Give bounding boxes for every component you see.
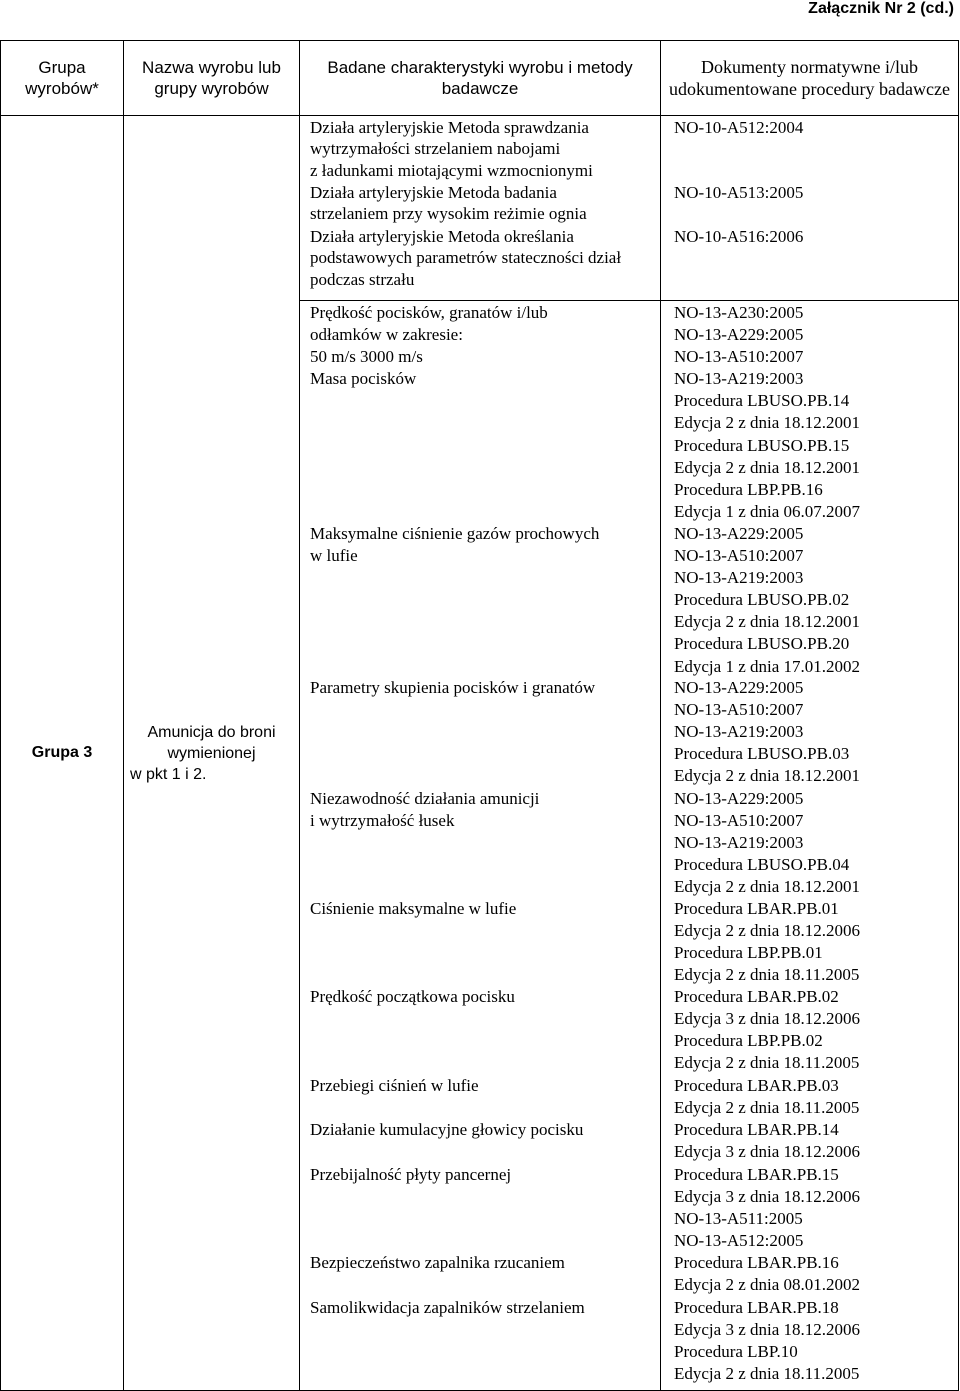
header-product: Nazwa wyrobu lub grupy wyrobów [124,41,300,116]
text-line: Edycja 2 z dnia 18.12.2006 [674,921,861,941]
text-line: Procedura LBAR.PB.18 [674,1298,839,1317]
document-item [674,986,954,1074]
text-line: Procedura LBAR.PB.16 [674,1253,839,1272]
text-line: podczas strzału [310,269,415,289]
text-line: Procedura LBP.PB.02 [674,1031,823,1051]
text-line: NO-13-A229:2005 [674,789,804,808]
characteristic-item [310,226,654,290]
text-line: Działa artyleryjskie Metoda określania [310,227,574,246]
text-line: Procedura LBAR.PB.14 [674,1120,839,1139]
text-line: Edycja 2 z dnia 08.01.2002 [674,1275,861,1295]
text-line: podstawowych parametrów stateczności dział [310,248,622,268]
text-line: Edycja 2 z dnia 18.12.2001 [674,612,861,632]
text-line: Procedura LBUSO.PB.03 [674,744,850,764]
text-line: NO-13-A510:2007 [674,347,804,367]
document-item [674,302,954,523]
header-characteristics: Badane charakterystyki wyrobu i metody badawcze [300,41,661,116]
text-line: NO-13-A230:2005 [674,303,804,322]
text-line: w lufie [310,546,358,566]
text-line: NO-13-A229:2005 [674,325,804,345]
text-line: Procedura LBUSO.PB.14 [674,391,850,411]
text-line: Procedura LBUSO.PB.15 [674,435,850,455]
documents-top-cell [661,116,959,301]
text-line: Procedura LBP.PB.01 [674,943,823,963]
text-line: strzelaniem przy wysokim reżimie ognia [310,204,587,224]
text-line: NO-13-A229:2005 [674,678,804,697]
text-line: wytrzymałości strzelaniem nabojami [310,139,561,159]
text-line: Bezpieczeństwo zapalnika rzucaniem [310,1253,565,1272]
text-line: odłamków w zakresie: [310,325,463,345]
characteristic-item [310,986,654,1008]
characteristic-item [310,302,654,390]
text-line: 50 m/s 3000 m/s [310,347,423,367]
text-line: NO-13-A511:2005 [674,1209,803,1229]
document-item [674,117,803,138]
characteristic-item [310,1164,654,1186]
text-line: NO-10-A513:2005 [674,183,804,202]
document-item [674,1297,954,1385]
document-item [674,1075,954,1119]
characteristic-item [310,1119,654,1141]
characteristic-item [310,117,654,181]
text-line: NO-13-A510:2007 [674,811,804,831]
text-line: Niezawodność działania amunicji [310,789,540,808]
text-line: NO-13-A512:2005 [674,1231,804,1251]
characteristics-bottom-cell [300,301,661,1391]
text-line: Prędkość pocisków, granatów i/lub [310,303,548,322]
text-line: Samolikwidacja zapalników strzelaniem [310,1298,585,1317]
text-line: Procedura LBAR.PB.15 [674,1165,839,1184]
text-line: Procedura LBAR.PB.01 [674,899,839,918]
text-line: Procedura LBUSO.PB.04 [674,855,850,875]
text-line: Edycja 3 z dnia 18.12.2006 [674,1320,861,1340]
documents-bottom-cell [661,301,959,1391]
text-line: Edycja 2 z dnia 18.11.2005 [674,1053,860,1073]
header-group: Grupa wyrobów* [1,41,124,116]
document-item [674,1252,954,1296]
text-line: Prędkość początkowa pocisku [310,987,515,1006]
text-line: Edycja 1 z dnia 06.07.2007 [674,501,861,521]
text-line: Maksymalne ciśnienie gazów prochowych [310,524,600,543]
document-item [674,677,954,787]
document-item [674,898,954,986]
product-line: Amunicja do broni [147,723,276,741]
text-line: Edycja 2 z dnia 18.12.2001 [674,457,861,477]
text-line: Edycja 2 z dnia 18.12.2001 [674,413,861,433]
text-line: Procedura LBP.PB.16 [674,479,823,499]
document-item [674,788,954,898]
text-line: Edycja 3 z dnia 18.12.2006 [674,1009,861,1029]
characteristic-item [310,182,654,225]
text-line: z ładunkami miotającymi wzmocnionymi [310,160,593,180]
text-line: Edycja 2 z dnia 18.12.2001 [674,877,861,897]
text-line: Masa pocisków [310,369,417,389]
attachment-note: Załącznik Nr 2 (cd.) [808,0,954,17]
text-line: Parametry skupienia pocisków i granatów [310,678,596,697]
characteristic-item [310,1297,654,1319]
text-line: Edycja 3 z dnia 18.12.2006 [674,1187,861,1207]
group-cell: Grupa 3 [1,116,124,1391]
product-cell [124,116,300,1391]
product-line: w pkt 1 i 2. [130,765,207,783]
text-line: NO-13-A219:2003 [674,369,804,389]
text-line: Edycja 1 z dnia 17.01.2002 [674,656,861,676]
document-item [674,182,803,203]
text-line: NO-13-A219:2003 [674,722,804,742]
text-line: Edycja 2 z dnia 18.11.2005 [674,1364,860,1384]
text-line: Ciśnienie maksymalne w lufie [310,899,517,918]
text-line: i wytrzymałość łusek [310,811,455,831]
characteristic-item [310,1075,654,1097]
text-line: Procedura LBAR.PB.03 [674,1076,839,1095]
characteristic-item [310,1252,654,1274]
text-line: Działa artyleryjskie Metoda badania [310,183,557,202]
table-row [1,116,959,301]
table-header-row [1,41,959,116]
text-line: Edycja 2 z dnia 18.11.2005 [674,965,860,985]
document-item [674,1164,954,1252]
characteristic-item [310,677,654,699]
text-line: Działanie kumulacyjne głowicy pocisku [310,1120,584,1139]
certification-scope-table [0,40,959,1391]
text-line: Procedura LBP.10 [674,1342,798,1362]
text-line: Edycja 3 z dnia 18.12.2006 [674,1142,861,1162]
text-line: NO-13-A219:2003 [674,833,804,853]
text-line: Procedura LBUSO.PB.20 [674,634,850,654]
text-line: Edycja 2 z dnia 18.11.2005 [674,1098,860,1118]
text-line: NO-13-A219:2003 [674,568,804,588]
characteristic-item [310,898,654,920]
header-documents: Dokumenty normatywne i/lub udokumentowane procedury badawcze [661,41,959,116]
product-line: wymienionej [167,744,256,762]
text-line: Przebiegi ciśnień w lufie [310,1076,479,1095]
characteristics-top-cell [300,116,661,301]
text-line: NO-13-A229:2005 [674,524,804,543]
text-line: NO-10-A516:2006 [674,227,804,246]
text-line: Przebijalność płyty pancernej [310,1165,512,1184]
document-item [674,523,954,678]
characteristic-item [310,788,654,832]
document-item [674,1119,954,1163]
text-line: Działa artyleryjskie Metoda sprawdzania [310,118,589,137]
characteristic-item [310,523,654,567]
text-line: NO-10-A512:2004 [674,118,804,137]
text-line: Procedura LBUSO.PB.02 [674,590,850,610]
text-line: NO-13-A510:2007 [674,700,804,720]
document-item [674,226,803,247]
text-line: NO-13-A510:2007 [674,546,804,566]
text-line: Edycja 2 z dnia 18.12.2001 [674,766,861,786]
text-line: Procedura LBAR.PB.02 [674,987,839,1006]
